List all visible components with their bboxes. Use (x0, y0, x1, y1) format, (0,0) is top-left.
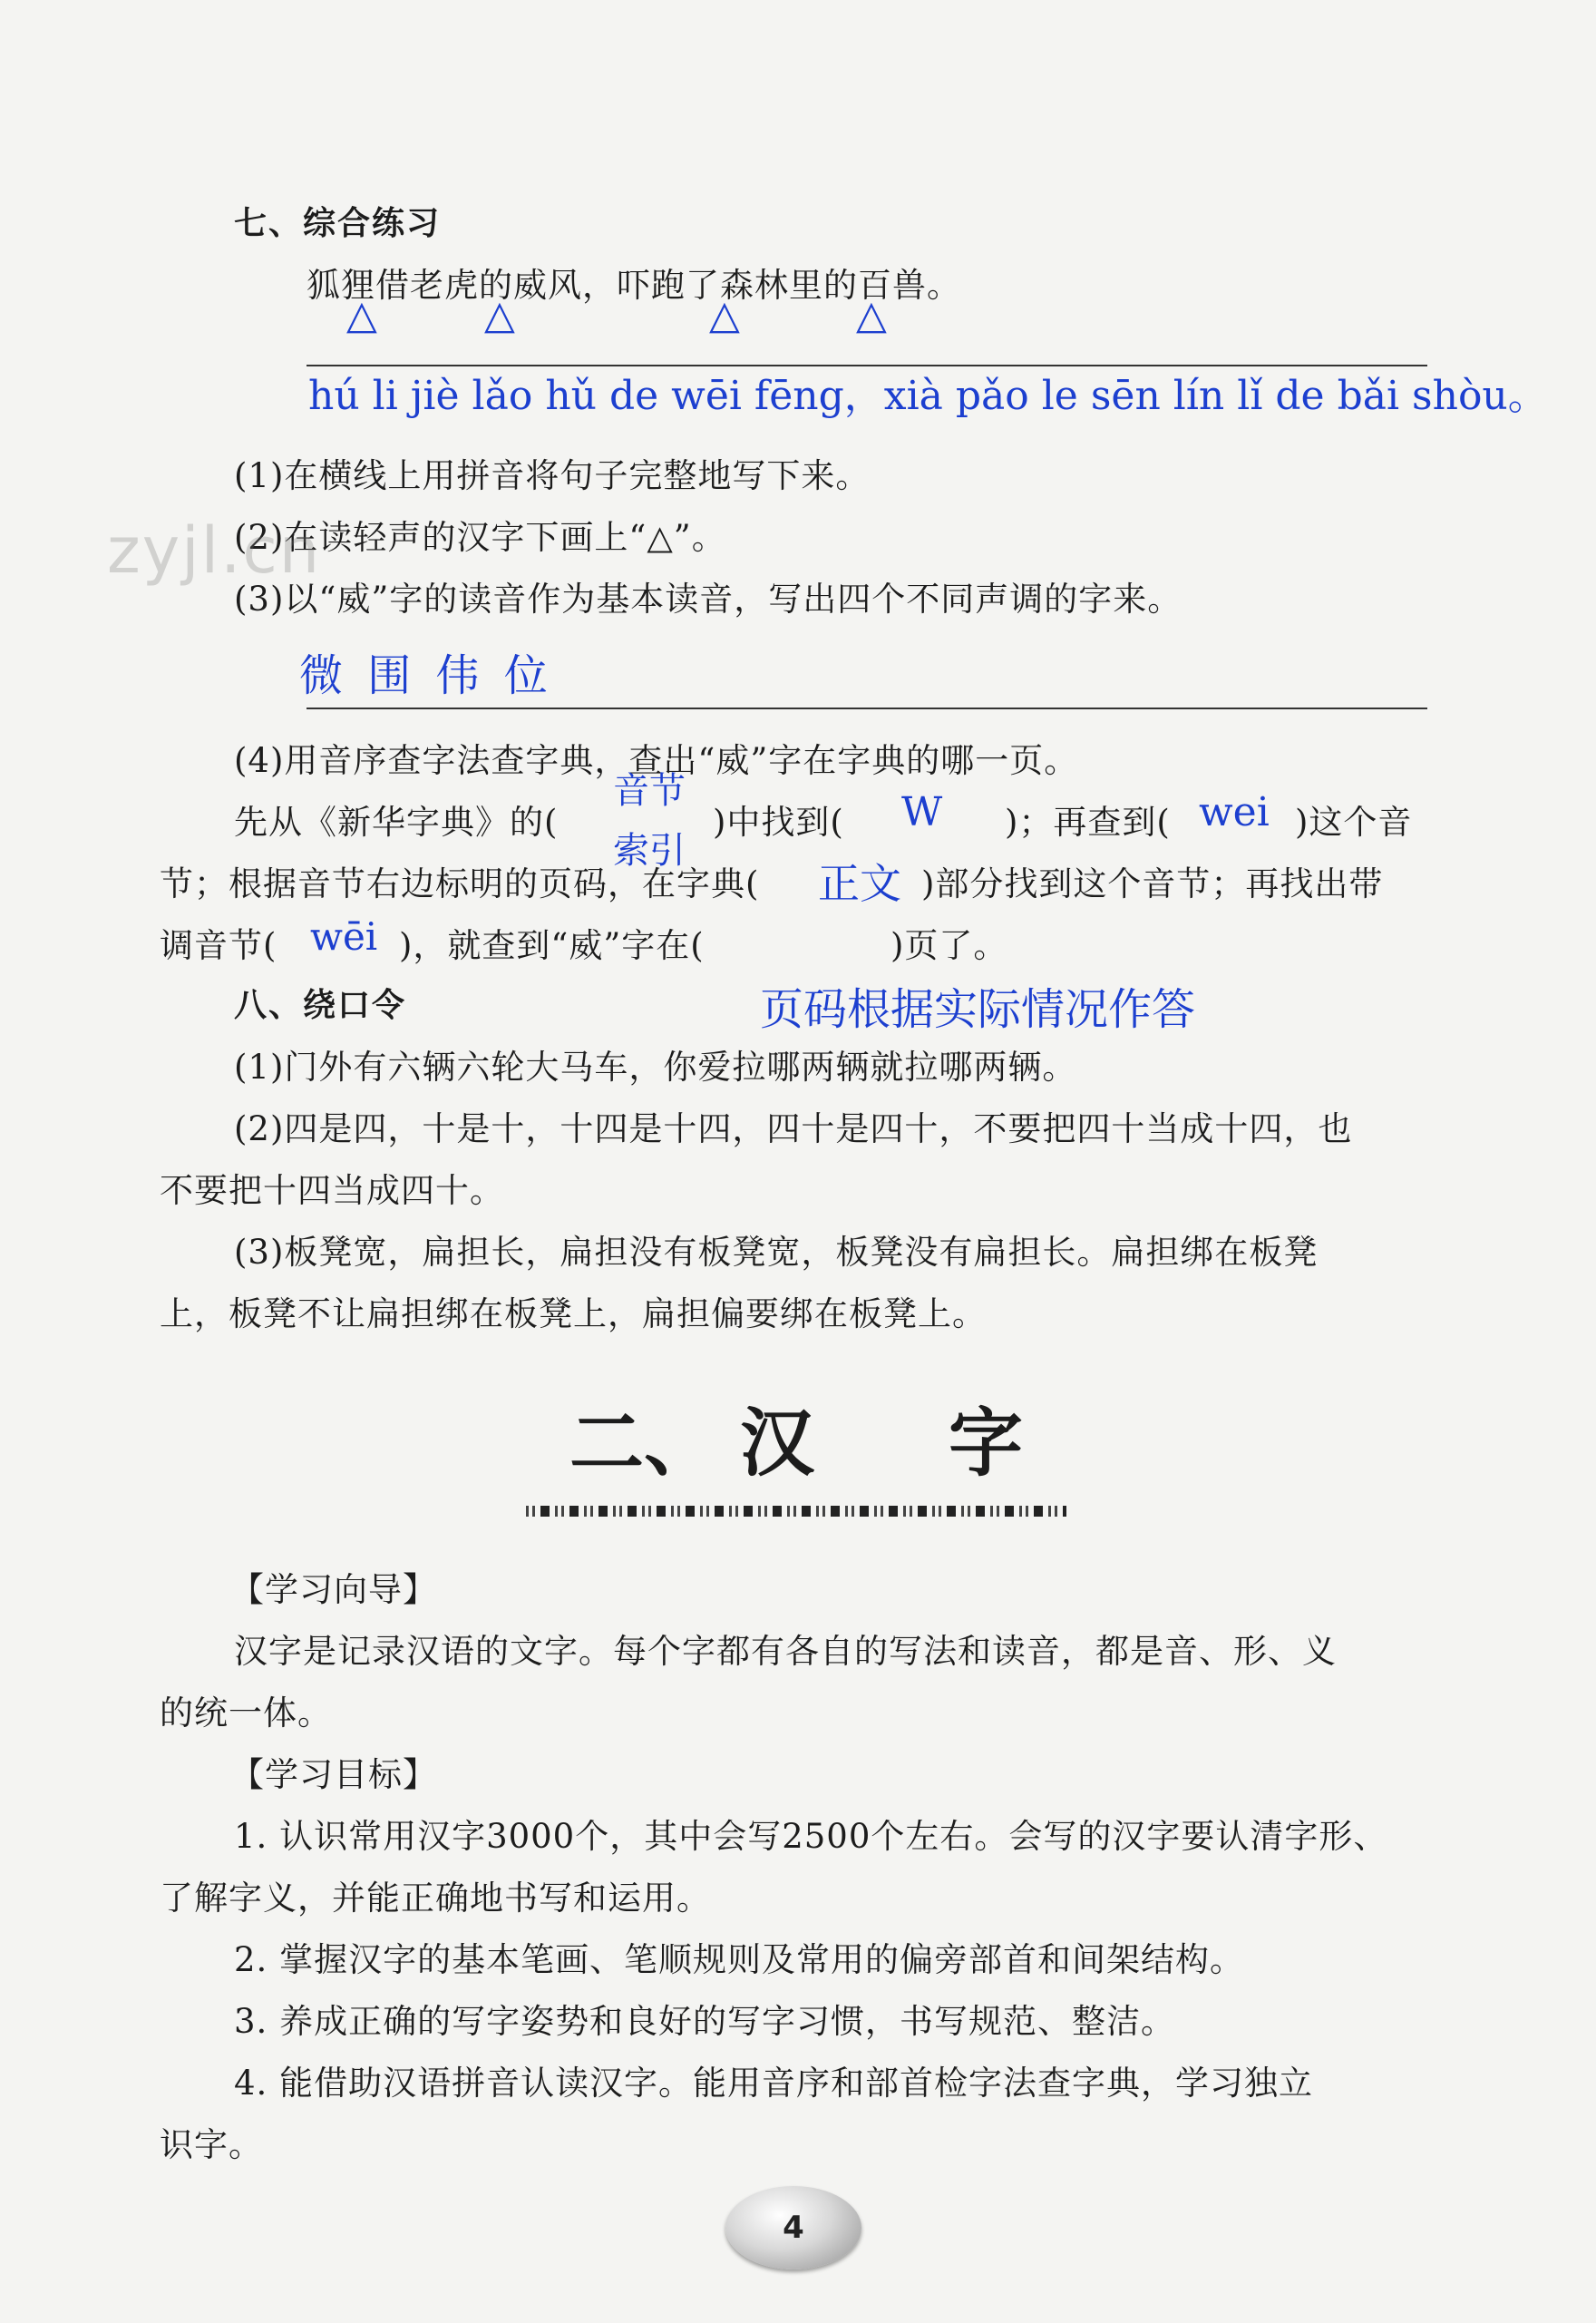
goal-2: 2. 掌握汉字的基本笔画、笔顺规则及常用的偏旁部首和间架结构。 (234, 1940, 1245, 1979)
decorative-divider (526, 1506, 1066, 1517)
question-1: (1)在横线上用拼音将句子完整地写下来。 (234, 456, 871, 495)
answer-part: 正文 (818, 859, 901, 908)
question-3-answer: 微 围 伟 位 (299, 650, 553, 701)
q4-line1-c: )；再查到( (1005, 803, 1171, 842)
question-2: (2)在读轻声的汉字下画上“△”。 (234, 518, 726, 557)
goal-4-line1: 4. 能借助汉语拼音认读汉字。能用音序和部首检字法查字典，学习独立 (234, 2064, 1314, 2103)
watermark: zyjl.cn (107, 513, 322, 588)
page-number-badge (725, 2186, 861, 2269)
neutral-tone-mark-3: △ (709, 292, 740, 338)
question-3: (3)以“威”字的读音作为基本读音，写出四个不同声调的字来。 (234, 580, 1182, 619)
q4-line2-a: 节；根据音节右边标明的页码，在字典( (160, 864, 760, 903)
learning-guide-line2: 的统一体。 (160, 1693, 332, 1732)
goal-3: 3. 养成正确的写字姿势和良好的写字习惯，书写规范、整洁。 (234, 2002, 1176, 2041)
neutral-tone-mark-2: △ (484, 292, 515, 338)
answer-syllable: wei (1199, 789, 1270, 835)
learning-guide-line1: 汉字是记录汉语的文字。每个字都有各自的写法和读音，都是音、形、义 (234, 1632, 1337, 1671)
answer-line-characters (307, 708, 1427, 709)
section-7-heading: 七、综合练习 (234, 205, 442, 242)
answer-toned-syllable: wēi (310, 914, 378, 959)
section-8-heading: 八、绕口令 (234, 987, 407, 1024)
q4-line3-a: 调音节( (160, 926, 277, 965)
goal-4-line2: 识字。 (160, 2125, 263, 2164)
exercise-sentence: 狐狸借老虎的威风，吓跑了森林里的百兽。 (307, 266, 961, 305)
tongue-twister-2-line2: 不要把十四当成四十。 (160, 1171, 504, 1210)
goal-1-line2: 了解字义，并能正确地书写和运用。 (160, 1879, 711, 1918)
tongue-twister-3-line1: (3)板凳宽，扁担长，扁担没有板凳宽，板凳没有扁担长。扁担绑在板凳 (234, 1233, 1319, 1272)
chapter-number: 二、 (569, 1400, 719, 1487)
chapter-title-char-1: 汉 (740, 1400, 815, 1487)
tongue-twister-2-line1: (2)四是四，十是十，十四是十四，四十是四十，不要把四十当成十四，也 (234, 1109, 1353, 1148)
q4-line1-b: )中找到( (713, 803, 844, 842)
question-4: (4)用音序查字法查字典，查出“威”字在字典的哪一页。 (234, 741, 1079, 780)
answer-page-note: 页码根据实际情况作答 (760, 984, 1196, 1035)
neutral-tone-mark-1: △ (346, 292, 377, 338)
learning-guide-label: 【学习向导】 (230, 1570, 437, 1609)
answer-index-2: 索引 (613, 830, 686, 872)
q4-line3-c: )页了。 (890, 926, 1008, 965)
chapter-title-char-2: 字 (949, 1400, 1024, 1487)
answer-index-1: 音节 (613, 770, 686, 812)
q4-line1-d: )这个音 (1295, 803, 1413, 842)
q4-line2-b: )部分找到这个音节；再找出带 (921, 864, 1384, 903)
pinyin-answer: hú li jiè lǎo hǔ de wēi fēng，xià pǎo le sēn lín lǐ de bǎi shòu。 (308, 373, 1548, 419)
q4-line1-a: 先从《新华字典》的( (234, 803, 559, 842)
learning-goals-label: 【学习目标】 (230, 1755, 437, 1794)
goal-1-line1: 1. 认识常用汉字3000个，其中会写2500个左右。会写的汉字要认清字形、 (234, 1817, 1388, 1856)
q4-line3-b: )，就查到“威”字在( (399, 926, 705, 965)
neutral-tone-mark-4: △ (856, 292, 887, 338)
tongue-twister-3-line2: 上，板凳不让扁担绑在板凳上，扁担偏要绑在板凳上。 (160, 1294, 987, 1333)
page-number: 4 (783, 2210, 804, 2246)
tongue-twister-1: (1)门外有六辆六轮大马车，你爱拉哪两辆就拉哪两辆。 (234, 1048, 1077, 1087)
answer-letter: W (901, 789, 943, 835)
